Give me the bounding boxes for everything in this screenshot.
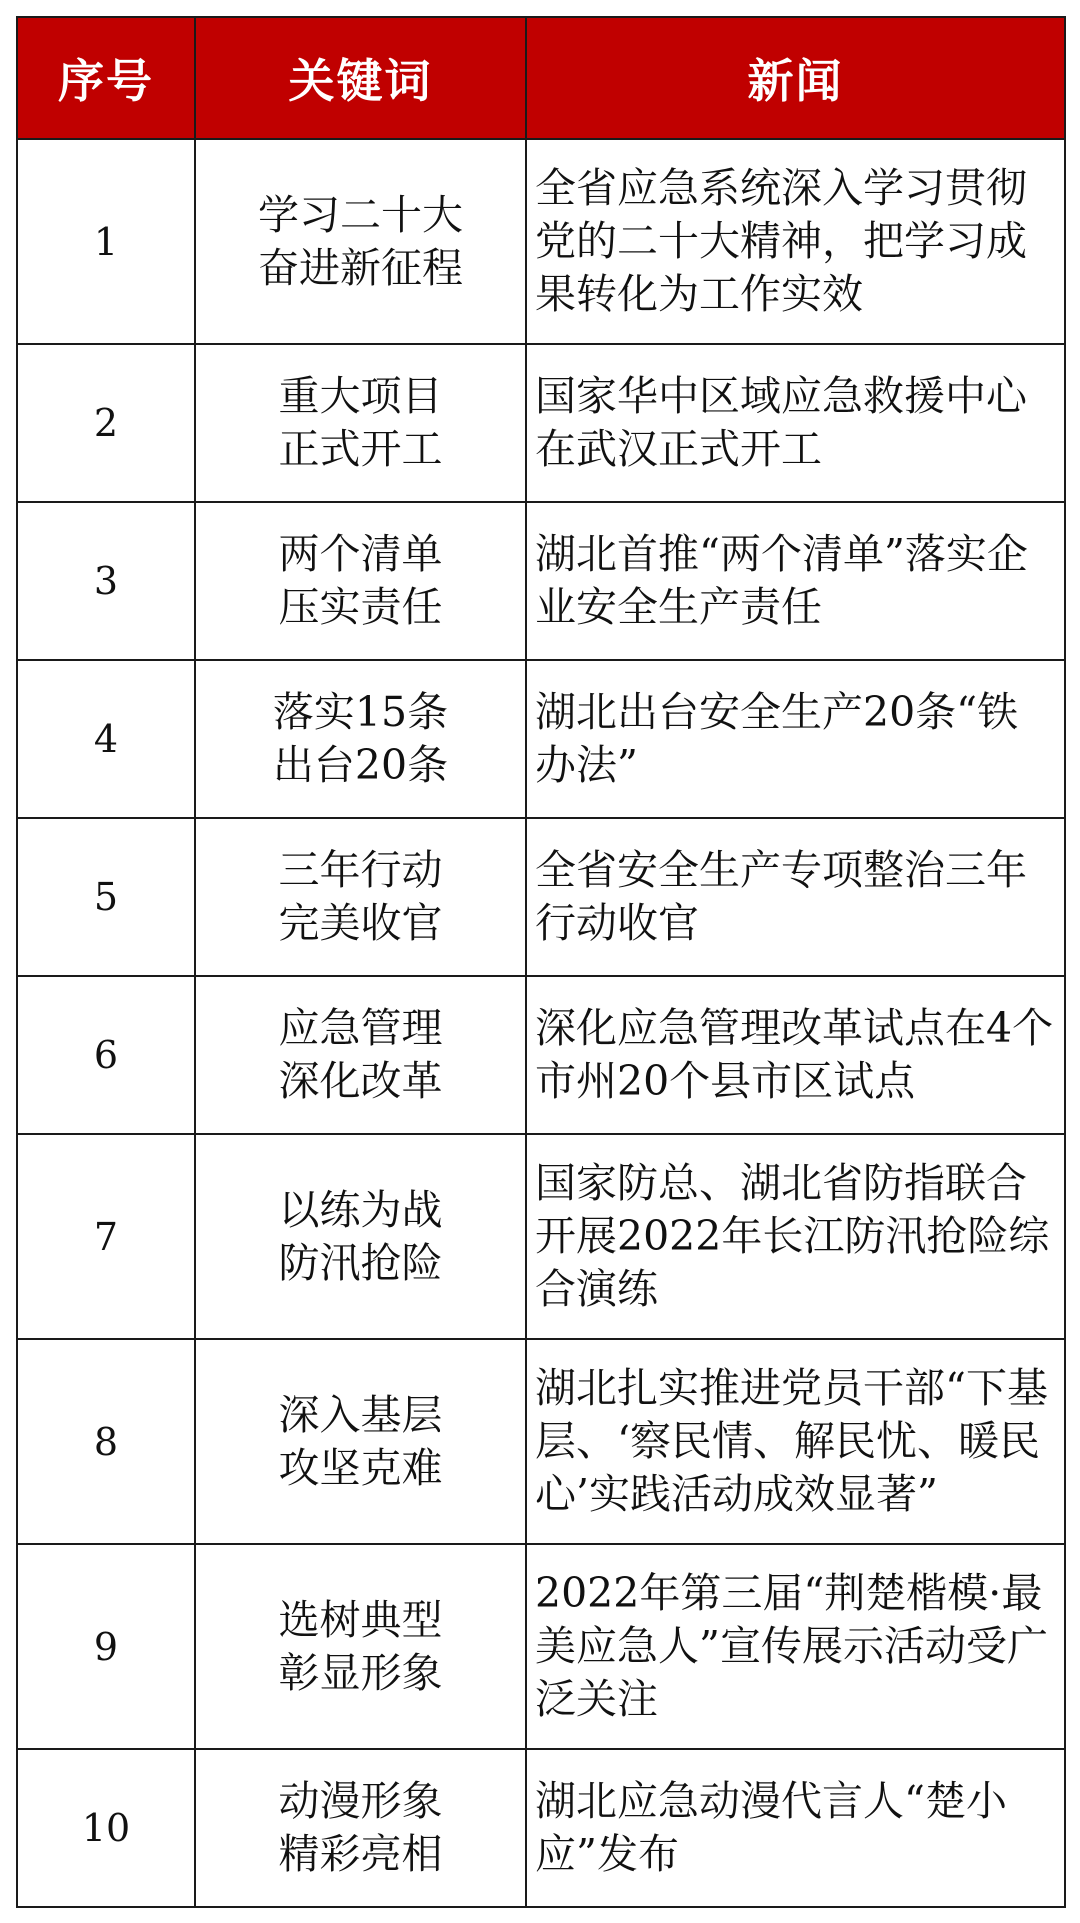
- table-row: [17, 1749, 1065, 1907]
- keyword-line-2: 彰显形象: [278, 1648, 443, 1697]
- table-row: [17, 1339, 1065, 1544]
- row-keyword: [195, 660, 526, 818]
- keyword-line-1: 选树典型: [278, 1595, 443, 1644]
- row-news: 深化应急管理改革试点在4个市州20个县市区试点: [526, 976, 1065, 1134]
- keyword-line-2: 完美收官: [278, 899, 443, 947]
- row-number: 3: [17, 502, 195, 660]
- row-number: 6: [17, 976, 195, 1134]
- keyword-line-2: 奋进新征程: [258, 243, 463, 292]
- row-number: 10: [17, 1749, 195, 1907]
- table-row: [17, 660, 1065, 818]
- row-news: 全省应急系统深入学习贯彻党的二十大精神，把学习成果转化为工作实效: [526, 139, 1065, 344]
- table-row: [17, 344, 1065, 502]
- row-keyword: [195, 1544, 526, 1749]
- table-row: [17, 818, 1065, 976]
- keyword-line-1: 应急管理: [278, 1004, 443, 1052]
- row-number: 4: [17, 660, 195, 818]
- row-news: 国家防总、湖北省防指联合开展2022年长江防汛抢险综合演练: [526, 1134, 1065, 1339]
- row-number: 7: [17, 1134, 195, 1339]
- row-news: 湖北扎实推进党员干部“下基层、‘察民情、解民忧、暖民心’实践活动成效显著”: [526, 1339, 1065, 1544]
- header-news: 新闻: [526, 17, 1065, 139]
- row-keyword: [195, 818, 526, 976]
- row-keyword: [195, 344, 526, 502]
- keyword-line-1: 深入基层: [278, 1390, 443, 1439]
- row-keyword: [195, 1134, 526, 1339]
- keyword-line-2: 正式开工: [278, 425, 443, 473]
- row-number: 1: [17, 139, 195, 344]
- keyword-line-2: 压实责任: [278, 583, 443, 631]
- row-number: 9: [17, 1544, 195, 1749]
- row-keyword: [195, 139, 526, 344]
- keyword-line-1: 落实15条: [272, 688, 449, 736]
- table-row: [17, 976, 1065, 1134]
- table-row: [17, 139, 1065, 344]
- row-news: 全省安全生产专项整治三年行动收官: [526, 818, 1065, 976]
- keyword-line-2: 精彩亮相: [278, 1830, 443, 1878]
- header-serial-number: 序号: [17, 17, 195, 139]
- table-row: [17, 502, 1065, 660]
- table-row: [17, 1134, 1065, 1339]
- table-row: [17, 1544, 1065, 1749]
- row-news: 湖北出台安全生产20条“铁办法”: [526, 660, 1065, 818]
- keyword-line-2: 攻坚克难: [278, 1443, 443, 1492]
- row-news: 湖北首推“两个清单”落实企业安全生产责任: [526, 502, 1065, 660]
- keyword-line-1: 动漫形象: [278, 1777, 443, 1825]
- keyword-line-1: 两个清单: [278, 530, 443, 578]
- row-news: 2022年第三届“荆楚楷模·最美应急人”宣传展示活动受广泛关注: [526, 1544, 1065, 1749]
- header-keyword: 关键词: [195, 17, 526, 139]
- row-keyword: [195, 502, 526, 660]
- keyword-line-2: 深化改革: [278, 1057, 443, 1105]
- row-news: 国家华中区域应急救援中心在武汉正式开工: [526, 344, 1065, 502]
- row-keyword: [195, 976, 526, 1134]
- row-number: 2: [17, 344, 195, 502]
- table-header-row: [17, 17, 1065, 139]
- keyword-line-1: 学习二十大: [258, 190, 463, 239]
- row-number: 5: [17, 818, 195, 976]
- keyword-line-1: 以练为战: [278, 1185, 443, 1234]
- keyword-line-2: 出台20条: [272, 741, 449, 789]
- keyword-line-2: 防汛抢险: [278, 1238, 443, 1287]
- row-keyword: [195, 1749, 526, 1907]
- keyword-line-1: 三年行动: [278, 846, 443, 894]
- row-keyword: [195, 1339, 526, 1544]
- keyword-line-1: 重大项目: [278, 372, 443, 420]
- row-number: 8: [17, 1339, 195, 1544]
- row-news: 湖北应急动漫代言人“楚小应”发布: [526, 1749, 1065, 1907]
- news-keyword-table: [16, 16, 1066, 1908]
